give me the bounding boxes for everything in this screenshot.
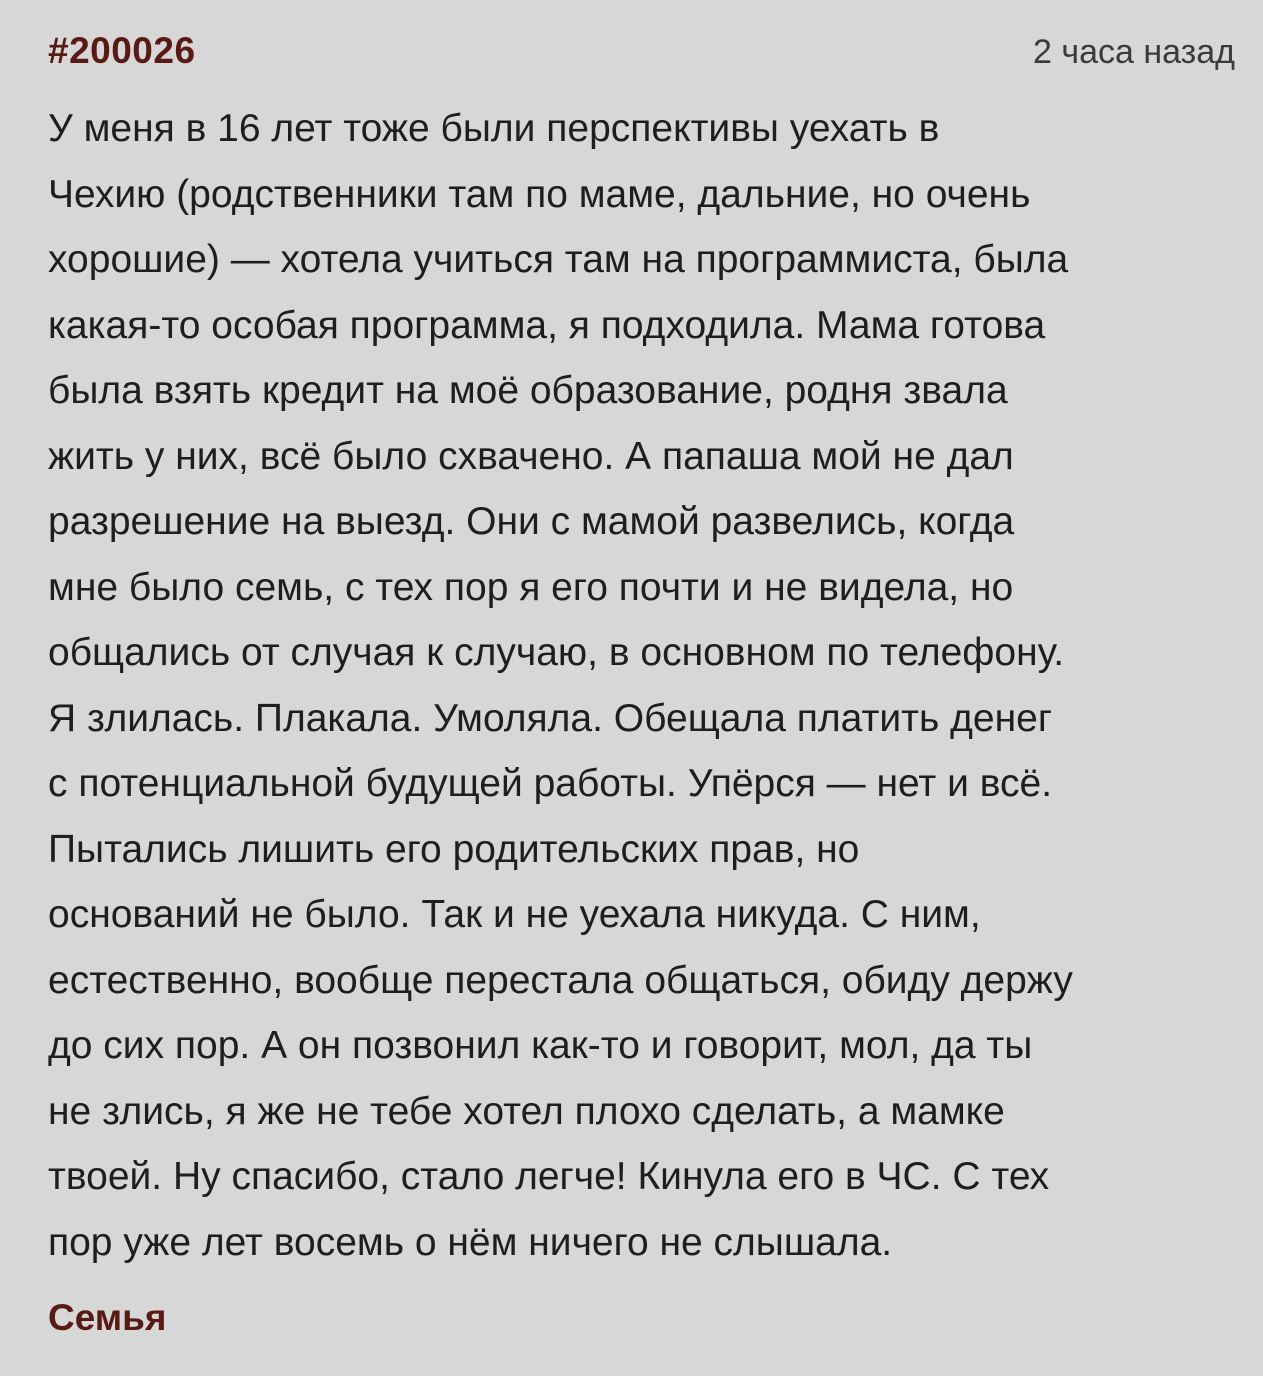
post-body-line: не злись, я же не тебе хотел плохо сделать, а мамке <box>48 1089 1005 1133</box>
post-tag-link[interactable]: Семья <box>48 1297 167 1338</box>
post-body-line: пор уже лет восемь о нём ничего не слышала. <box>48 1220 893 1264</box>
post-body-line: оснований не было. Так и не уехала никуда. С ним, <box>48 893 981 936</box>
post-body-line: У меня в 16 лет тоже были перспективы уехать в <box>48 107 940 150</box>
post-id-link[interactable]: #200026 <box>48 30 196 71</box>
post-body-line: общались от случая к случаю, в основном по телефону. <box>48 631 1065 674</box>
post-body <box>48 96 1238 1275</box>
post-body-line: разрешение на выезд. Они с мамой развелись, когда <box>48 500 1015 543</box>
post-body-line: мне было семь, с тех пор я его почти и не видела, но <box>48 565 1014 609</box>
post-body-line: до сих пор. А он позвонил как-то и говорит, мол, да ты <box>48 1024 1033 1067</box>
post-body-line: жить у них, всё было схвачено. А папаша мой не дал <box>48 434 1014 478</box>
post-body-line: естественно, вообще перестала общаться, обиду держу <box>48 958 1073 1002</box>
post-body-line: твоей. Ну спасибо, стало легче! Кинула его в ЧС. С тех <box>48 1155 1050 1198</box>
post-body-line: какая-то особая программа, я подходила. Мама готова <box>48 303 1046 347</box>
post-body-line: была взять кредит на моё образование, родня звала <box>48 369 1008 412</box>
post-body-line: хорошие) — хотела учиться там на программиста, была <box>48 238 1069 281</box>
post-timestamp: 2 часа назад <box>1033 33 1235 71</box>
post-body-line: Пытались лишить его родительских прав, но <box>48 827 860 871</box>
post-body-line: с потенциальной будущей работы. Упёрся — нет и всё. <box>48 762 1053 805</box>
post-header <box>48 30 1235 90</box>
post-body-line: Я злилась. Плакала. Умоляла. Обещала платить денег <box>48 696 1053 740</box>
post-body-line: Чехию (родственники там по маме, дальние, но очень <box>48 172 1031 216</box>
